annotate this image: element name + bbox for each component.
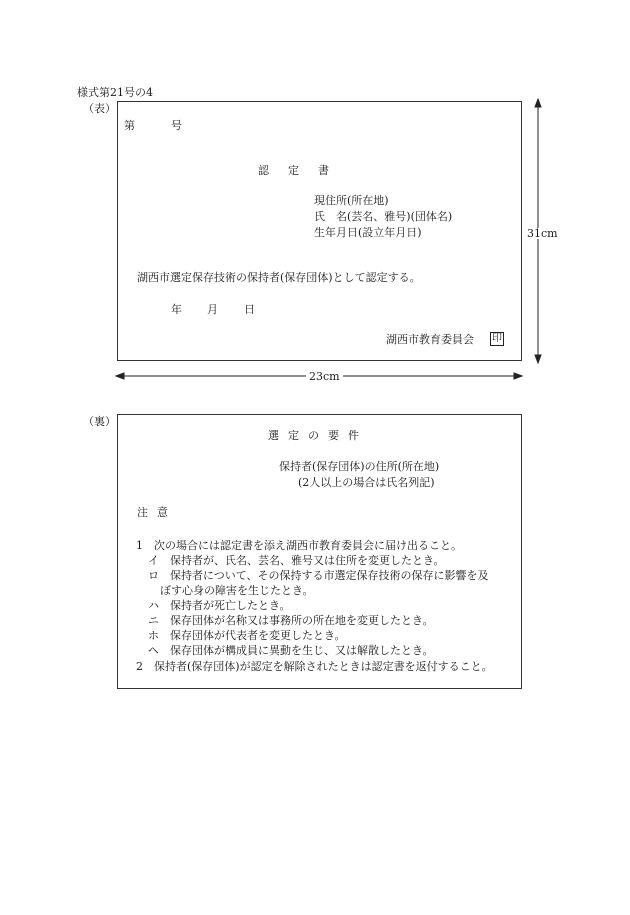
width-dimension-label: 23cm <box>306 371 343 382</box>
note-line: イ 保持者が、氏名、芸名、雅号又は住所を変更したとき。 <box>148 554 445 567</box>
form-number: 様式第21号の4 <box>77 86 153 99</box>
address-label: 現住所(所在地) <box>314 194 389 207</box>
note-line: ロ 保持者について、その保持する市選定保存技術の保存に影響を及 <box>148 569 489 582</box>
note-line: ニ 保存団体が名称又は事務所の所在地を変更したとき。 <box>148 614 434 627</box>
note-line: ハ 保持者が死亡したとき。 <box>148 599 291 612</box>
notes-heading: 注意 <box>137 506 177 519</box>
date-month: 月 <box>207 303 218 316</box>
holder-address-note: (2人以上の場合は氏名列記) <box>298 476 435 489</box>
note-line: ヘ 保存団体が構成員に異動を生じ、又は解散したとき。 <box>148 644 434 657</box>
note-line: 1 次の場合には認定書を添え湖西市教育委員会に届け出ること。 <box>136 539 462 552</box>
certificate-title: 認定書 <box>258 164 348 177</box>
note-line: ぼす心身の障害を生じたとき。 <box>160 584 314 597</box>
note-line: ホ 保存団体が代表者を変更したとき。 <box>148 629 346 642</box>
height-dimension-label: 31cm <box>527 227 558 240</box>
date-day: 日 <box>244 303 255 316</box>
seal-box: 印 <box>492 333 502 344</box>
certificate-number-suffix: 号 <box>171 119 182 132</box>
back-side-label: （裏） <box>83 415 116 428</box>
holder-address-label: 保持者(保存団体)の住所(所在地) <box>279 460 440 473</box>
front-side-label: （表） <box>83 102 116 115</box>
name-label: 氏 名(芸名、雅号)(団体名) <box>314 210 453 223</box>
certificate-number-prefix: 第 <box>124 119 135 132</box>
certification-statement: 湖西市選定保存技術の保持者(保存団体)として認定する。 <box>137 271 421 284</box>
birthdate-label: 生年月日(設立年月日) <box>314 226 422 239</box>
note-line: 2 保持者(保存団体)が認定を解除されたときは認定書を返付すること。 <box>136 660 493 673</box>
date-year: 年 <box>171 303 182 316</box>
selection-requirements-heading: 選定の要件 <box>268 429 368 442</box>
issuer-name: 湖西市教育委員会 <box>386 333 474 346</box>
